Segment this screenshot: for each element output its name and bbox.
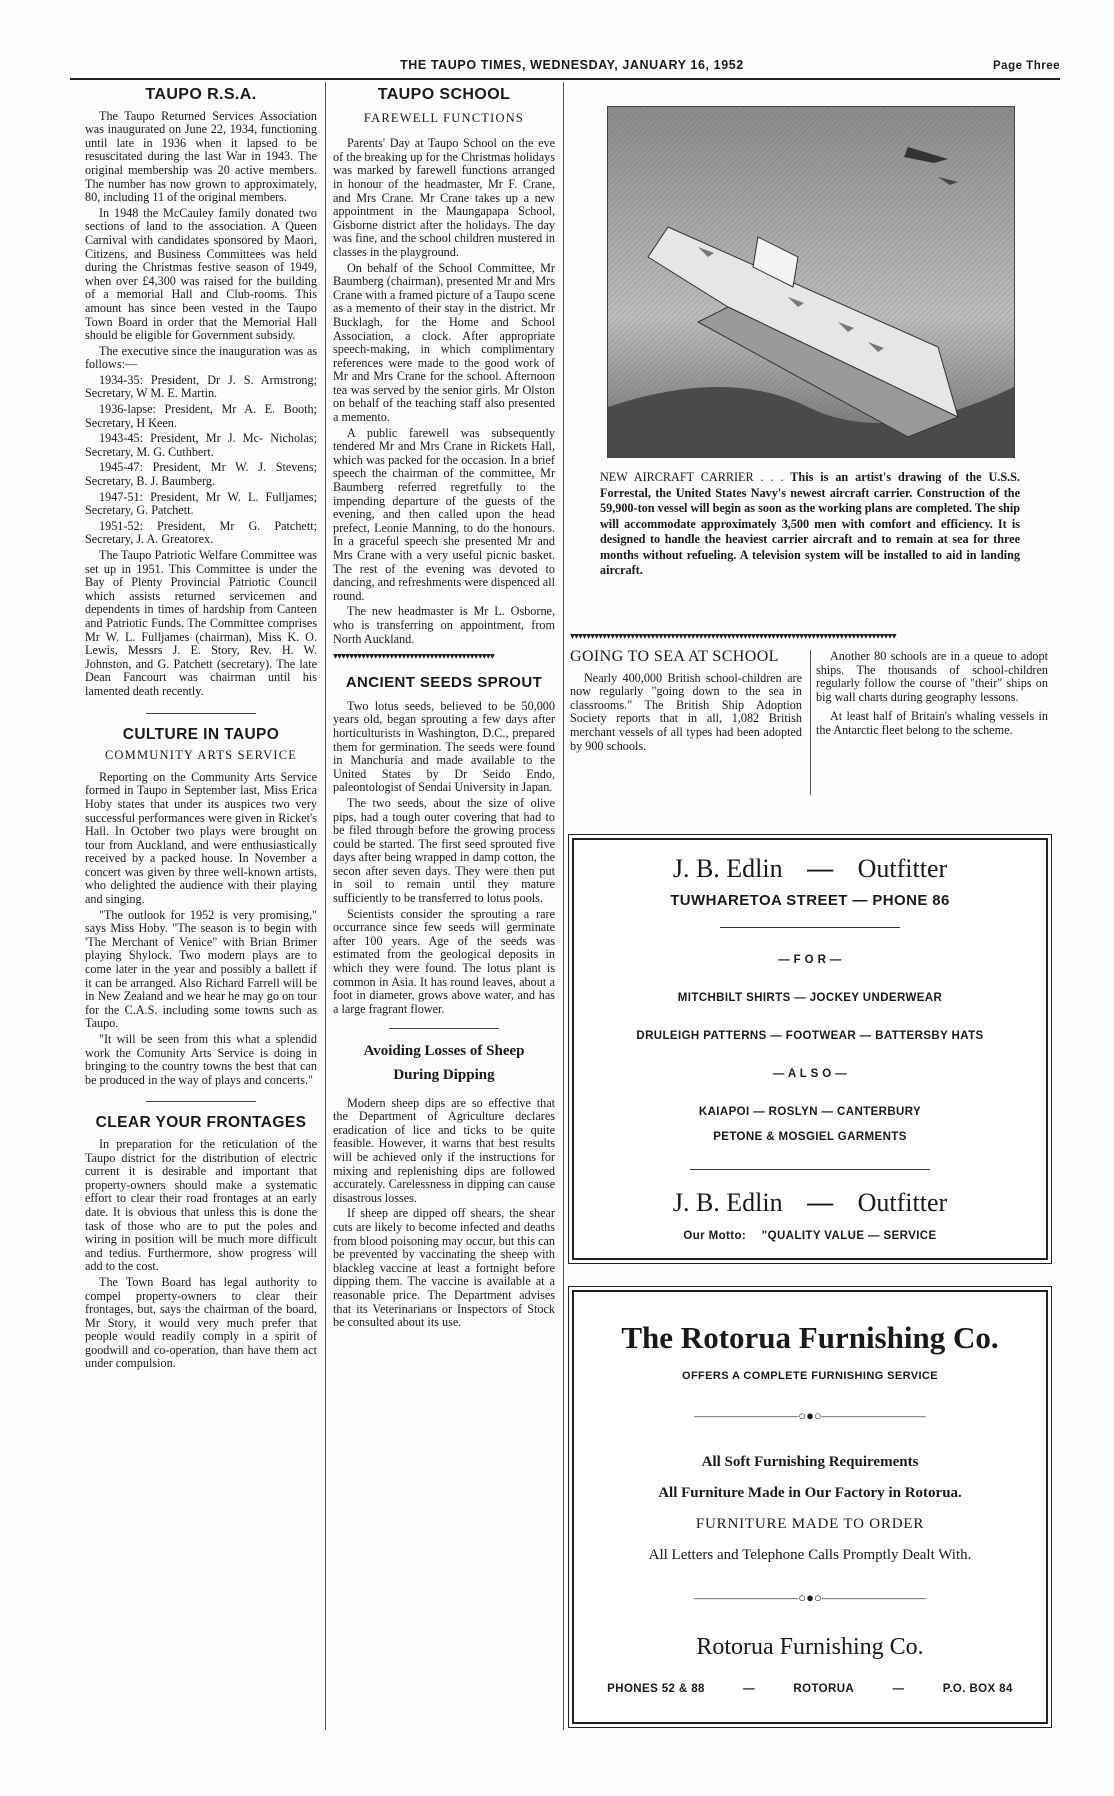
- sea-paragraph: Nearly 400,000 British school-children are now regularly "going down to the sea in classrooms." The British Ship Adoption Society reports that in all, 1,082 British merchant vessels of all types had been adopted by 900 schools.: [570, 670, 802, 753]
- edlin-name: J. B. Edlin: [672, 854, 783, 883]
- sea-story-left: [570, 650, 802, 755]
- frontages-paragraph: The Town Board has legal authority to compel property-owners to clear their frontages, but, says the chairman of the board, Mr Story, it would very much prefer that people would readily comply in a spirit of goodwill and co-operation, than have them act under compulsion.: [85, 1274, 317, 1371]
- rsa-paragraph: 1945-47: President, Mr W. J. Stevens; Secretary, B. J. Baumberg.: [85, 460, 317, 489]
- rsa-paragraph: The Taupo Returned Services Association was inaugurated on June 22, 1934, functioning until late in 1936 when it lapsed to be resuscitated during the last War in 1943. The original membership was 20 active members. The number has now grown to approximately, 80, including 11 of the original members.: [85, 108, 317, 205]
- rsa-paragraph: 1943-45: President, Mr J. Mc- Nicholas; Secretary, M. G. Cuthbert.: [85, 431, 317, 459]
- edlin-also: — A L S O —: [772, 1068, 848, 1080]
- column-2: [333, 88, 555, 1332]
- edlin-dash: —: [807, 854, 834, 883]
- rsa-paragraph: In 1948 the McCauley family donated two sections of land to the association. A Queen Carnival with candidates sponsored by Maori, Citizens, and Business Committees was held during the Christmas festive season of 1949, when over £4,300 was raised for the building of a memorial Hall and Club-rooms. This amount has since been vested in the Taupo Town Board in order that the Memorial Hall should be eligible for Government subsidy.: [85, 205, 317, 343]
- sheep-headline-2: During Dipping: [393, 1067, 495, 1083]
- seeds-paragraph: Two lotus seeds, believed to be 50,000 years old, began sprouting a few days after horticulturists in Washington, D.C., prepared them for germination. The seeds were found in Manchuria and made available to the United States by Dr Seido Endo, paleontologist of Sendai University in Japan.: [333, 698, 555, 795]
- culture-headline: CULTURE IN TAUPO: [122, 725, 280, 743]
- ornament-rule: ————————○●○————————: [694, 1590, 926, 1605]
- school-subhead: FAREWELL FUNCTIONS: [363, 110, 525, 125]
- culture-paragraph: "It will be seen from this what a splendid work the Comunity Arts Service is doing in bringing to the country towns the best that can be produced in the way of plays and concerts.": [85, 1032, 317, 1087]
- school-paragraph: On behalf of the School Committee, Mr Baumberg (chairman), presented Mr and Mrs Crane with a framed picture of a Taupo scene as a memento of their stay in the district. Mr Bucklagh, for the Home and School Association, a clock. After appropriate speech-making, in which complimentary references were made to the good work of Mr and Mrs Crane for the school. Afternoon tea was served by the senior girls. Mr Olston on behalf of the teaching staff also presented a memento.: [333, 260, 555, 425]
- sheep-paragraph: If sheep are dipped off shears, the shear cuts are likely to become infected and deaths from blood poisoning may occur, but this can be prevented by vaccinating the sheep with blackleg vaccine at least a fortnight before dipping them. The vaccine is available at a reasonable price. The Department advises that its Veterinarians or Inspectors of Stock be consulted about its use.: [333, 1206, 555, 1330]
- sea-paragraph: At least half of Britain's whaling vessels in the Antarctic fleet belong to the scheme.: [816, 709, 1048, 737]
- ad-rule: [720, 927, 900, 928]
- rotorua-contact: [574, 1683, 1046, 1695]
- rotorua-phones: PHONES 52 & 88: [607, 1683, 705, 1695]
- section-divider: [146, 1101, 256, 1102]
- carrier-caption: [600, 470, 1020, 579]
- column-rule: [325, 82, 326, 1730]
- edlin-line: DRULEIGH PATTERNS — FOOTWEAR — BATTERSBY HATS: [636, 1030, 984, 1042]
- rotorua-box: P.O. BOX 84: [942, 1683, 1013, 1695]
- rsa-paragraph: 1947-51: President, Mr W. L. Fulljames; Secretary, G. Patchett.: [85, 489, 317, 518]
- caption-body: This is an artist's drawing of the U.S.S. Forrestal, the United States Navy's newest aircraft carrier. Construction of the 59,900-ton vessel will begin as soon as the working plans are completed. The ship will accommodate approximately 3,500 men with comfort and efficiency. It is designed to handle the heaviest carrier aircraft and to remain at sea for three months without refueling. A television system will be installed to aid in landing aircraft.: [600, 470, 1020, 577]
- rotorua-name: Rotorua Furnishing Co.: [696, 1634, 924, 1660]
- rotorua-line: All Soft Furnishing Requirements: [701, 1454, 919, 1470]
- sea-story-right: [816, 650, 1048, 740]
- edlin-motto-text: "QUALITY VALUE — SERVICE: [761, 1230, 937, 1242]
- zigzag-rule: ▾▾▾▾▾▾▾▾▾▾▾▾▾▾▾▾▾▾▾▾▾▾▾▾▾▾▾▾▾▾▾▾▾▾▾▾▾▾▾▾▾▾▾▾▾▾▾▾▾▾▾▾▾▾▾▾▾▾▾▾▾▾▾▾▾▾▾▾▾▾▾▾▾▾▾▾▾▾▾▾▾: [570, 634, 896, 640]
- rotorua-line: FURNITURE MADE TO ORDER: [695, 1516, 925, 1532]
- frontages-headline: CLEAR YOUR FRONTAGES: [95, 1114, 307, 1132]
- column-rule: [563, 82, 564, 1730]
- rsa-paragraph: The executive since the inauguration was as follows:—: [85, 343, 317, 372]
- section-divider: [146, 713, 256, 714]
- edlin-headline: [574, 854, 1046, 884]
- rsa-paragraph: 1934-35: President, Dr J. S. Armstrong; Secretary, W M. E. Martin.: [85, 372, 317, 401]
- frontages-paragraph: In preparation for the reticulation of the Taupo district for the distribution of electric current it is desirable and important that property-owners should make a systematic effort to clear their road frontages at an early date. It is obvious that unless this is done the task of those who are to put the poles and wiring in position will be much more difficult and tedius. Furthermore, show progress will add to the cost.: [85, 1136, 317, 1274]
- edlin-for: — F O R —: [778, 954, 842, 966]
- rotorua-headline: The Rotorua Furnishing Co.: [621, 1320, 999, 1355]
- ad-rule: [690, 1169, 930, 1170]
- edlin-street: TUWHARETOA STREET — PHONE 86: [670, 892, 950, 909]
- ornament-rule: ————————○●○————————: [694, 1408, 926, 1423]
- rotorua-line: All Furniture Made in Our Factory in Rotorua.: [658, 1485, 962, 1501]
- rotorua-advert: [572, 1290, 1048, 1724]
- sheep-paragraph: Modern sheep dips are so effective that the Department of Agriculture declares eradication of lice and ticks to be quite feasible. However, it warns that best results will be achieved only if the instructions for mixing and replenishing dips are followed accurately. Carelessness in dipping can cause disastrous losses.: [333, 1095, 555, 1205]
- school-headline: TAUPO SCHOOL: [377, 86, 511, 103]
- school-paragraph: The new headmaster is Mr L. Osborne, who is transferring on appointment, from North Auckland.: [333, 604, 555, 646]
- rsa-paragraph: The Taupo Patriotic Welfare Committee was set up in 1951. This Committee is under the Bay of Plenty Provincial Patriotic Council which assists returned servicemen and dependents in times of hardship from Canteen and Patriotic Funds. The Committee comprises Mr W. L. Fulljames (chairman), Miss K. O. Lewis, Messrs J. E. Story, Rev. H. W. Johnston, and G. Patchett (secretary). The late Dean Fancourt was chairman until his lamented death recently.: [85, 548, 317, 698]
- rotorua-dash: —: [743, 1683, 756, 1695]
- rsa-headline: TAUPO R.S.A.: [145, 86, 257, 103]
- seeds-paragraph: The two seeds, about the size of olive pips, had a tough outer covering that had to be filed through before the growing process could be started. The first seed sprouted five days after being wrapped in damp cotton, the secon after seven days. They were then put in soil to remain until they mature sufficiently to be transferred to lotus pools.: [333, 795, 555, 906]
- edlin-trade: Outfitter: [857, 854, 948, 883]
- seeds-headline: ANCIENT SEEDS SPROUT: [345, 674, 543, 692]
- edlin-dash: —: [807, 1188, 834, 1217]
- edlin-line: PETONE & MOSGIEL GARMENTS: [713, 1131, 907, 1143]
- rotorua-town: ROTORUA: [793, 1683, 855, 1695]
- sea-paragraph: Another 80 schools are in a queue to adopt ships. The thousands of school-children regularly follow the course of "their" ships on big wall charts during geography lessons.: [816, 649, 1048, 704]
- edlin-line: KAIAPOI — ROSLYN — CANTERBURY: [698, 1106, 922, 1118]
- edlin-motto-label: Our Motto:: [683, 1230, 747, 1242]
- edlin-line: MITCHBILT SHIRTS — JOCKEY UNDERWEAR: [677, 992, 943, 1004]
- culture-subhead: COMMUNITY ARTS SERVICE: [104, 748, 298, 763]
- page-number: Page Three: [993, 60, 1060, 72]
- school-paragraph: Parents' Day at Taupo School on the eve of the breaking up for the Christmas holidays was marked by farewell functions arranged in honour of the headmaster, Mr F. Crane, and Mrs Crane. Mr Crane takes up a new appointment in the Maungapapa School, Gisborne district after the holidays. The day was fine, and the school children mustered in classes in the playground.: [333, 136, 555, 259]
- school-paragraph: A public farewell was subsequently tendered Mr and Mrs Crane in Rickets Hall, which was packed for the occasion. In a brief speech the chairman of the committee, Mr Baumberg referred regretfully to the impending departure of the guests of the evening, and then called upon the head prefect, Leonie Manning, to do the honours. In a graceful speech she presented Mr and Mrs Crane with a very useful picnic basket. The rest of the evening was devoted to dancing, and refreshments were dispenced all round.: [333, 425, 555, 603]
- paper-dateline: THE TAUPO TIMES, WEDNESDAY, JANUARY 16, 1952: [400, 58, 744, 72]
- caption-lead: NEW AIRCRAFT CARRIER . . .: [600, 470, 784, 484]
- column-rule: [810, 650, 811, 795]
- rotorua-line: All Letters and Telephone Calls Promptly Dealt With.: [648, 1547, 972, 1563]
- edlin-advert: [572, 838, 1048, 1260]
- sheep-headline: Avoiding Losses of Sheep: [363, 1043, 525, 1060]
- edlin-motto: [574, 1230, 1046, 1242]
- aircraft-carrier-illustration: [607, 106, 1015, 458]
- edlin-name: J. B. Edlin: [672, 1188, 783, 1217]
- section-divider: [389, 1028, 499, 1029]
- rsa-paragraph: 1936-lapse: President, Mr A. E. Booth; Secretary, H Keen.: [85, 402, 317, 430]
- rsa-paragraph: 1951-52: President, Mr G. Patchett; Secretary, J. A. Greatorex.: [85, 518, 317, 547]
- rotorua-tagline: OFFERS A COMPLETE FURNISHING SERVICE: [681, 1370, 938, 1382]
- column-1: [85, 88, 317, 1373]
- rotorua-dash: —: [892, 1683, 905, 1695]
- culture-paragraph: "The outlook for 1952 is very promising," says Miss Hoby. "The season is to begin with 'The Merchant of Venice" with Brian Brimer playing Shylock. Two modern plays are to come later in the year and possibly a ballett if it can be arranged. Also Richard Farrell will be in New Zealand and we hear he may go on tour for the C.A.S. including some towns such as Taupo.: [85, 907, 317, 1031]
- seeds-paragraph: Scientists consider the sprouting a rare occurrance since few seeds will germinate after 100 years. Age of the seeds was estimated from the geological deposits in which they were found. The lotus plant is common in Asia. It has round leaves, about a foot in diameter, grows above water, and has a large fragrant flower.: [333, 906, 555, 1016]
- sea-headline: GOING TO SEA AT SCHOOL: [570, 648, 779, 665]
- edlin-headline-2: [574, 1188, 1046, 1218]
- culture-paragraph: Reporting on the Community Arts Service formed in Taupo in September last, Miss Erica Hoby states that under its auspices two very successful performances were given in Ricket's Hall. In October two plays were brought on tour from Auckland, and were enthusiastically received by a packed house. In November a concert was given by three well-known artists, who delighted the audience with their playing and singing.: [85, 769, 317, 907]
- edlin-trade: Outfitter: [857, 1188, 948, 1217]
- masthead: [70, 58, 1060, 80]
- zigzag-rule: ▾▾▾▾▾▾▾▾▾▾▾▾▾▾▾▾▾▾▾▾▾▾▾▾▾▾▾▾▾▾▾▾▾▾▾▾▾▾▾▾: [333, 654, 494, 661]
